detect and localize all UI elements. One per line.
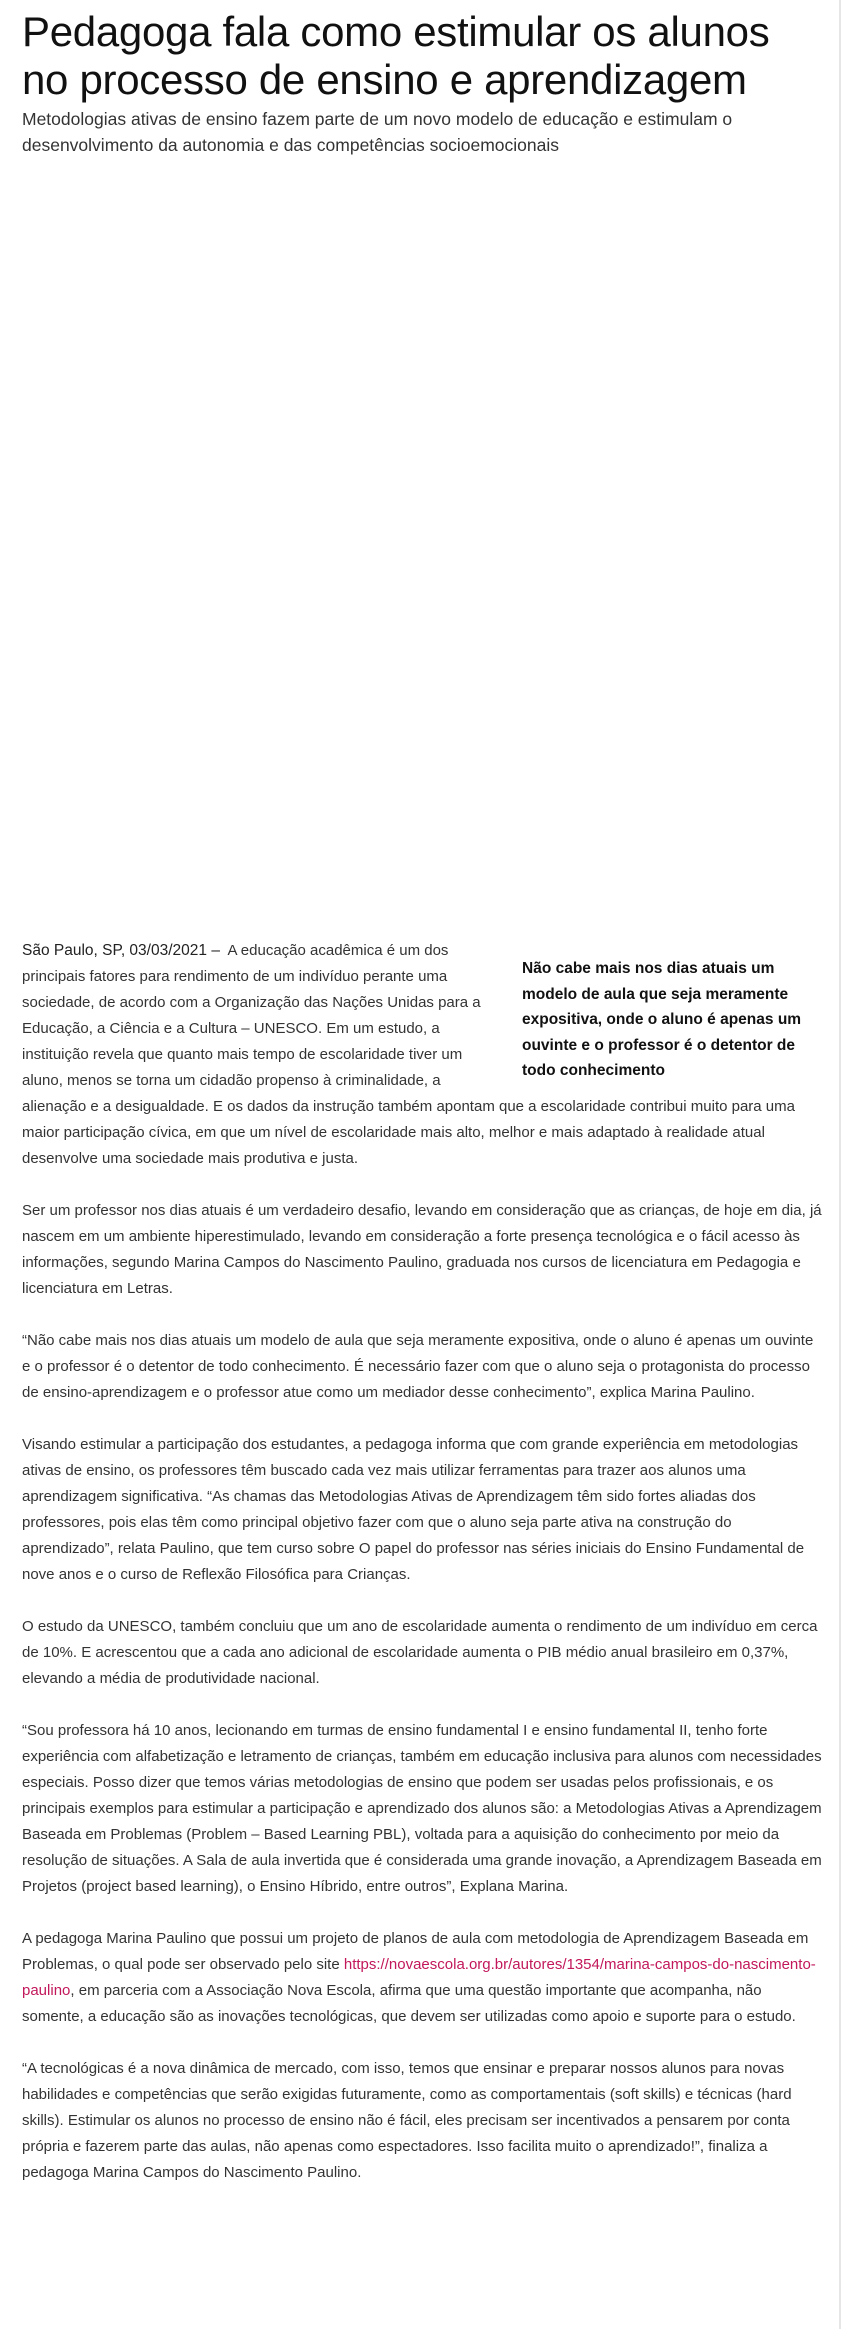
- paragraph-4: Visando estimular a participação dos estudantes, a pedagoga informa que com grande experiência em metodologias ativas de ensino, os professores têm buscado cada vez mais utilizar ferramentas para trazer aos alunos uma aprendizagem significativa. “As chamas das Metodologias Ativas de Aprendizagem têm sido fortes aliadas dos professores, pois elas têm como principal objetivo fazer com que o aluno seja parte ativa na construção do aprendizado”, relata Paulino, que tem curso sobre O papel do professor nas séries iniciais do Ensino Fundamental de nove anos e o curso de Reflexão Filosófica para Crianças.: [22, 1436, 805, 1583]
- pull-quote: Não cabe mais nos dias atuais um modelo de aula que seja meramente expositiva, onde o aluno é apenas um ouvinte e o professor é o detentor de todo conhecimento: [522, 960, 802, 1079]
- article-media-placeholder: [22, 165, 822, 925]
- article-title: Pedagoga fala como estimular os alunos no processo de ensino e aprendizagem: [22, 8, 770, 103]
- paragraph-intro: [22, 938, 822, 1172]
- article-body: [22, 938, 822, 2212]
- dateline: São Paulo, SP, 03/03/2021 –: [22, 942, 220, 959]
- paragraph-2: Ser um professor nos dias atuais é um verdadeiro desafio, levando em consideração que as crianças, de hoje em dia, já nascem em um ambiente hiperestimulado, levando em consideração a forte presença tecnológica e o fácil acesso às informações, segundo Marina Campos do Nascimento Paulino, graduada nos cursos de licenciatura em Pedagogia e licenciatura em Letras.: [22, 1202, 822, 1297]
- page-right-border: [839, 0, 841, 2329]
- paragraph-7-before: A pedagoga Marina Paulino que possui um projeto de planos de aula com metodologia de Aprendizagem Baseada em Problemas, o qual pode ser observado pelo site: [22, 1930, 809, 1973]
- paragraph-3: “Não cabe mais nos dias atuais um modelo de aula que seja meramente expositiva, onde o aluno é apenas um ouvinte e o professor é o detentor de todo conhecimento. É necessário fazer com que o aluno seja o protagonista do processo de ensino-aprendizagem e o professor atue como um mediador desse conhecimento”, explica Marina Paulino.: [22, 1332, 814, 1401]
- nova-escola-link[interactable]: https://novaescola.org.br/autores/1354/marina-campos-do-nascimento-paulino: [22, 1956, 816, 1999]
- paragraph-7-after: , em parceria com a Associação Nova Escola, afirma que uma questão importante que acompanha, não somente, a educação são as inovações tecnológicas, que devem ser utilizadas como apoio e suporte para o estudo.: [22, 1982, 796, 2025]
- paragraph-5: O estudo da UNESCO, também concluiu que um ano de escolaridade aumenta o rendimento de um indivíduo em cerca de 10%. E acrescentou que a cada ano adicional de escolaridade aumenta o PIB médio anual brasileiro em 0,37%, elevando a média de produtividade nacional.: [22, 1618, 818, 1687]
- paragraph-8: “A tecnológicas é a nova dinâmica de mercado, com isso, temos que ensinar e preparar nossos alunos para novas habilidades e competências que serão exigidas futuramente, como as comportamentais (soft skills) e técnicas (hard skills). Estimular os alunos no processo de ensino não é fácil, eles precisam ser incentivados a pensarem por conta própria e fazerem parte das aulas, não apenas como espectadores. Isso facilita muito o aprendizado!”, finaliza a pedagoga Marina Campos do Nascimento Paulino.: [22, 2060, 792, 2181]
- paragraph-7: [22, 1926, 822, 2030]
- paragraph-6: “Sou professora há 10 anos, lecionando em turmas de ensino fundamental I e ensino fundamental II, tenho forte experiência com alfabetização e letramento de crianças, também em educação inclusiva para alunos com necessidades especiais. Posso dizer que temos várias metodologias de ensino que podem ser usadas pelos profissionais, e os principais exemplos para estimular a participação e aprendizado dos alunos são: a Metodologias Ativas a Aprendizagem Baseada em Problemas (Problem – Based Learning PBL), voltada para a aquisição do conhecimento por meio da resolução de situações. A Sala de aula invertida que é considerada uma grande inovação, a Aprendizagem Baseada em Projetos (project based learning), o Ensino Híbrido, entre outros”, Explana Marina.: [22, 1722, 822, 1895]
- paragraph-1-text: A educação acadêmica é um dos principais fatores para rendimento de um indivíduo perante uma sociedade, de acordo com a Organização das Nações Unidas para a Educação, a Ciência e a Cultura – UNESCO. Em um estudo, a instituição revela que quanto mais tempo de escolaridade tiver um aluno, menos se torna um cidadão propenso à criminalidade, a alienação e a desigualdade. E os dados da instrução também apontam que a escolaridade contribui muito para uma maior participação cívica, em que um nível de escolaridade mais alto, melhor e mais adaptado à realidade atual desenvolve uma sociedade mais produtiva e justa.: [22, 942, 795, 1167]
- article-subtitle: Metodologias ativas de ensino fazem parte de um novo modelo de educação e estimulam o desenvolvimento da autonomia e das competências socioemocionais: [22, 109, 733, 155]
